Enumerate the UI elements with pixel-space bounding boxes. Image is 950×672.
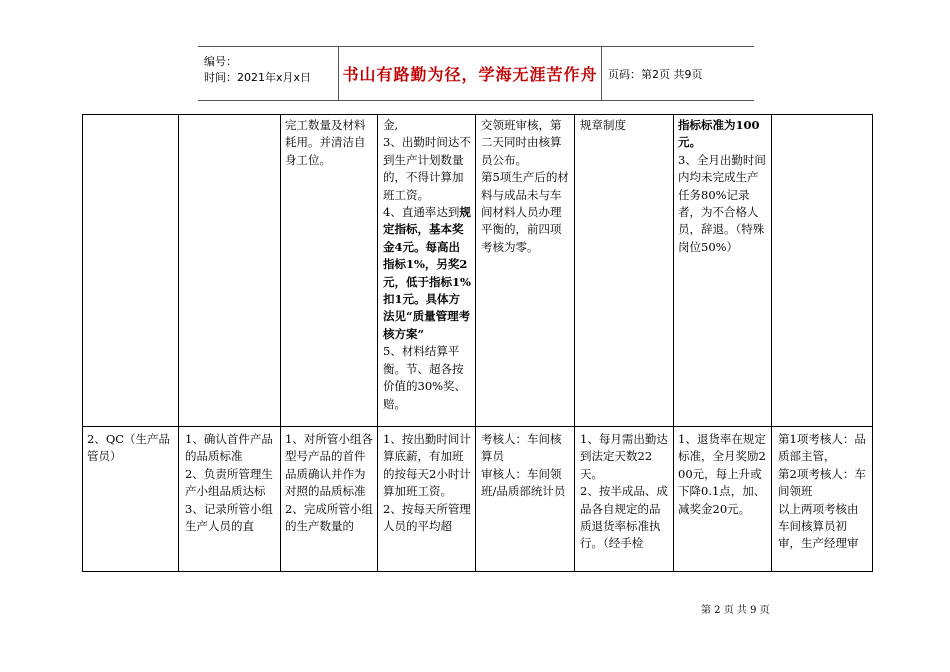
- cell-paragraph: 审核人：车间领班/品质部统计员: [481, 466, 566, 499]
- cell-text: 金,: [383, 118, 399, 132]
- column-line: [377, 114, 378, 572]
- column-line: [475, 114, 476, 572]
- header-info-cell: [198, 47, 339, 100]
- row2-assessment-cell: [778, 431, 867, 553]
- row2-assessor-cell: [481, 431, 570, 501]
- page-code: 页码：第2页 共9页: [608, 67, 703, 81]
- header-page-cell: [602, 47, 754, 100]
- cell-paragraph: 1、退货率在规定标准，全月奖励200元，每上升或下降0.1点，加、减奖金20元。: [678, 432, 766, 516]
- cell-paragraph: 交领班审核，第二天同时由核算员公布。: [481, 118, 562, 167]
- row1-salary-cell: [383, 117, 471, 413]
- row2-duties-cell: [285, 431, 373, 535]
- cell-paragraph: 2、完成所管小组的生产数量的: [285, 501, 373, 534]
- cell-paragraph: 2、按每天所管理人员的平均超: [383, 501, 471, 534]
- cell-paragraph: 以上两项考核由车间核算员初审，生产经理审: [778, 501, 859, 551]
- cell-paragraph: 2、负责所管理生产小组品质达标: [185, 466, 273, 499]
- cell-paragraph: 3、记录所管小组生产人员的直: [185, 501, 273, 534]
- column-line: [280, 114, 281, 572]
- cell-paragraph: 考核人：车间核算员: [481, 432, 562, 464]
- row1-requirement-cell: [580, 117, 669, 134]
- cell-paragraph: 1、对所管小组各型号产品的首件品质确认并作为对照的品质标准: [285, 432, 373, 499]
- cell-paragraph: 规章制度: [580, 118, 626, 132]
- cell-paragraph-bold: 指标标准为100元。: [678, 118, 760, 150]
- cell-paragraph: 1、按出勤时间计算底薪，有加班的按每天2小时计算加班工资。: [383, 432, 471, 499]
- column-line: [574, 114, 575, 572]
- row1-standard-cell: [678, 117, 767, 256]
- cell-paragraph: 第1项考核人：品质部主管，: [778, 432, 866, 464]
- cell-paragraph: 第2项考核人：车间领班: [778, 466, 866, 499]
- document-header: [198, 46, 754, 101]
- table-border-top: [82, 114, 873, 115]
- column-line: [82, 114, 83, 572]
- document-number-label: 编号：: [204, 55, 237, 68]
- column-line: [771, 114, 772, 572]
- table-border-bottom: [82, 571, 873, 572]
- row2-requirement-cell: [580, 431, 669, 553]
- cell-text: 3、出勤时间达不到生产计划数量的，不得计算加班工资。: [383, 135, 471, 202]
- cell-text: 4、直通率达到: [383, 205, 460, 220]
- cell-paragraph: 1、每月需出勤达到法定天数22天。: [580, 432, 668, 481]
- row2-standard-cell: [678, 431, 767, 518]
- row2-responsibility-cell: [185, 431, 276, 535]
- document-time-label: 时间：2021年x月x日: [204, 71, 312, 84]
- page-footer: 第 2 页 共 9 页: [701, 605, 770, 616]
- cell-text-bold: 规定指标，基本奖金4元。每高出指标1%，另奖2元，低于指标1%扣1元。具体方法见“质量管理考核方案”: [383, 205, 471, 341]
- cell-paragraph: 第5项生产后的材料与成品未与车间材料人员办理平衡的，前四项考核为零。: [481, 170, 569, 254]
- motto-text: 书山有路勤为径，学海无涯苦作舟: [342, 65, 598, 84]
- row1-duties-cell: [285, 117, 373, 169]
- cell-paragraph: 1、确认首件产品的品质标准: [185, 432, 273, 464]
- cell-paragraph: 完工数量及材料耗用。并清洁自身工位。: [285, 118, 366, 167]
- cell-paragraph: 3、全月出勤时间内均未完成生产任务80%记录者，为不合格人员，辞退。（特殊岗位50%）: [678, 152, 766, 254]
- row-divider: [82, 426, 873, 427]
- column-line: [178, 114, 179, 572]
- cell-paragraph: 2、QC（生产品管员）: [87, 432, 171, 464]
- row1-assessor-cell: [481, 117, 570, 256]
- cell-paragraph: 2、按半成品、成品各自规定的品质退货率标准执行。（经手检: [580, 484, 668, 551]
- header-motto-cell: [339, 47, 602, 100]
- column-line: [872, 114, 873, 572]
- column-line: [673, 114, 674, 572]
- row2-position-cell: [87, 431, 174, 466]
- cell-text: 5、材料结算平衡。节、超各按价值的30%奖、赔。: [383, 344, 467, 411]
- row2-salary-cell: [383, 431, 471, 535]
- assessment-table: [82, 114, 873, 572]
